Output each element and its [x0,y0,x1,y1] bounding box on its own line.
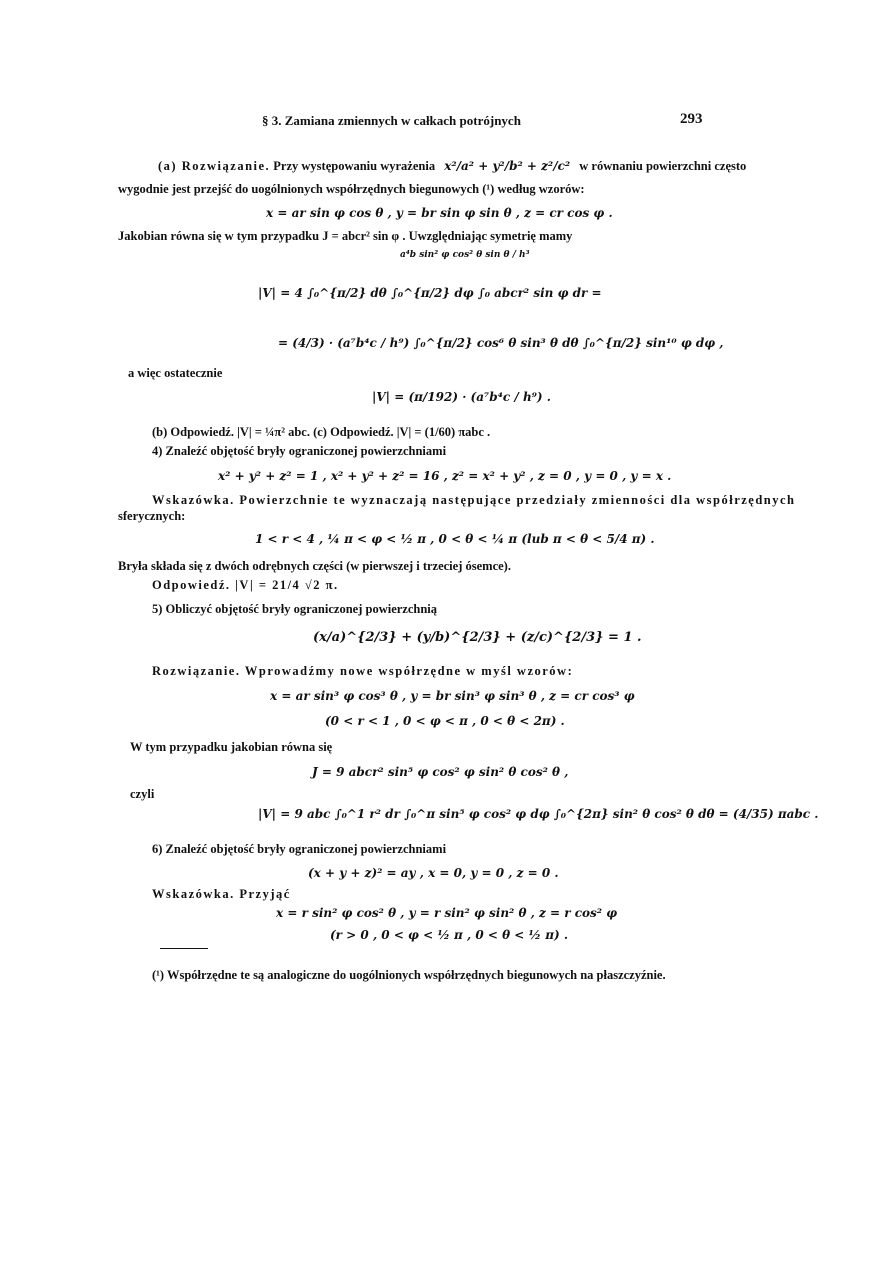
problem-6-surfaces: (x + y + z)² = ay , x = 0, y = 0 , z = 0 . [308,866,559,880]
integral-upper-limit: a⁴b sin² φ cos² θ sin θ / h³ [400,250,530,260]
a-wiec-text: a więc ostatecznie [128,366,223,380]
problem-4-surfaces: x² + y² + z² = 1 , x² + y² + z² = 16 , z² = x² + y² , z = 0 , y = 0 , y = x . [218,469,672,483]
integral-reduced: = (4/3) · (a⁷b⁴c / h⁹) ∫₀^{π/2} cos⁶ θ sin³ θ dθ ∫₀^{π/2} sin¹⁰ φ dφ , [278,336,724,350]
running-header: § 3. Zamiana zmiennych w całkach potrójnych [262,113,521,128]
footnote: (¹) Współrzędne te są analogiczne do uogólnionych współrzędnych biegunowych na płaszczyźnie. [152,968,666,982]
answers-b-c: (b) Odpowiedź. |V| = ¼π² abc. (c) Odpowiedź. |V| = (1/60) πabc . [152,425,491,439]
problem-5-solution [152,664,573,679]
astroid-surface: (x/a)^{2/3} + (y/b)^{2/3} + (z/c)^{2/3} = 1 . [313,630,642,645]
problem-4-hint-2: sferycznych: [118,509,186,523]
problem-5-jacobian: J = 9 abcr² sin⁵ φ cos² φ sin² θ cos² θ , [312,765,569,779]
page-number: 293 [680,111,703,127]
part-a-text-2: w równaniu powierzchni często [579,159,747,173]
problem-6-hint: Wskazówka. Przyjąć [152,887,291,901]
solution-label: (a) Rozwiązanie. [158,159,271,173]
problem-5-jacobian-text: W tym przypadku jakobian równa się [130,740,333,754]
problem-6-ranges: (r > 0 , 0 < φ < ½ π , 0 < θ < ½ π) . [330,928,569,942]
final-volume: |V| = (π/192) · (a⁷b⁴c / h⁹) . [372,390,551,404]
part-a-line-2: wygodnie jest przejść do uogólnionych współrzędnych biegunowych (¹) według wzorów: [118,182,585,196]
part-a-label [158,159,746,174]
problem-6-title: 6) Znaleźć objętość bryły ograniczonej powierzchniami [152,842,447,856]
ellipsoid-expression: x²/a² + y²/b² + z²/c² [444,159,571,173]
triple-integral: |V| = 4 ∫₀^{π/2} dθ ∫₀^{π/2} dφ ∫₀ abcr² sin φ dr = [258,286,602,300]
problem-5-substitution: x = ar sin³ φ cos³ θ , y = br sin³ φ sin³ θ , z = cr cos³ φ [270,689,635,703]
jacobian-line: Jakobian równa się w tym przypadku J = abcr² sin φ . Uwzględniając symetrię mamy [118,229,573,243]
problem-4-note: Bryła składa się z dwóch odrębnych części (w pierwszej i trzeciej ósemce). [118,559,511,573]
problem-6-substitution: x = r sin² φ cos² θ , y = r sin² φ sin² θ , z = r cos² φ [276,906,618,920]
problem-5-ranges: (0 < r < 1 , 0 < φ < π , 0 < θ < 2π) . [325,714,565,728]
problem-5-result: |V| = 9 abc ∫₀^1 r² dr ∫₀^π sin⁵ φ cos² φ dφ ∫₀^{2π} sin² θ cos² θ dθ = (4/35) πabc . [258,807,819,821]
solution-text: Rozwiązanie. Wprowadźmy nowe współrzędne w myśl wzorów: [152,664,574,678]
problem-5-title: 5) Obliczyć objętość bryły ograniczonej powierzchnią [152,602,438,616]
problem-4-ranges: 1 < r < 4 , ¼ π < φ < ½ π , 0 < θ < ¼ π (lub π < θ < 5/4 π) . [255,532,655,546]
spherical-substitution: x = ar sin φ cos θ , y = br sin φ sin θ , z = cr cos φ . [266,206,613,220]
problem-4-answer: Odpowiedź. |V| = 21/4 √2 π. [152,578,339,592]
part-a-text-1: Przy występowaniu wyrażenia [273,159,436,173]
footnote-rule [160,948,208,949]
problem-4-title: 4) Znaleźć objętość bryły ograniczonej powierzchniami [152,444,447,458]
hint-text: Wskazówka. Powierzchnie te wyznaczają następujące przedziały zmienności dla współrzędnych [152,493,796,507]
problem-4-hint-1 [152,493,796,508]
czyli-text: czyli [130,787,155,801]
